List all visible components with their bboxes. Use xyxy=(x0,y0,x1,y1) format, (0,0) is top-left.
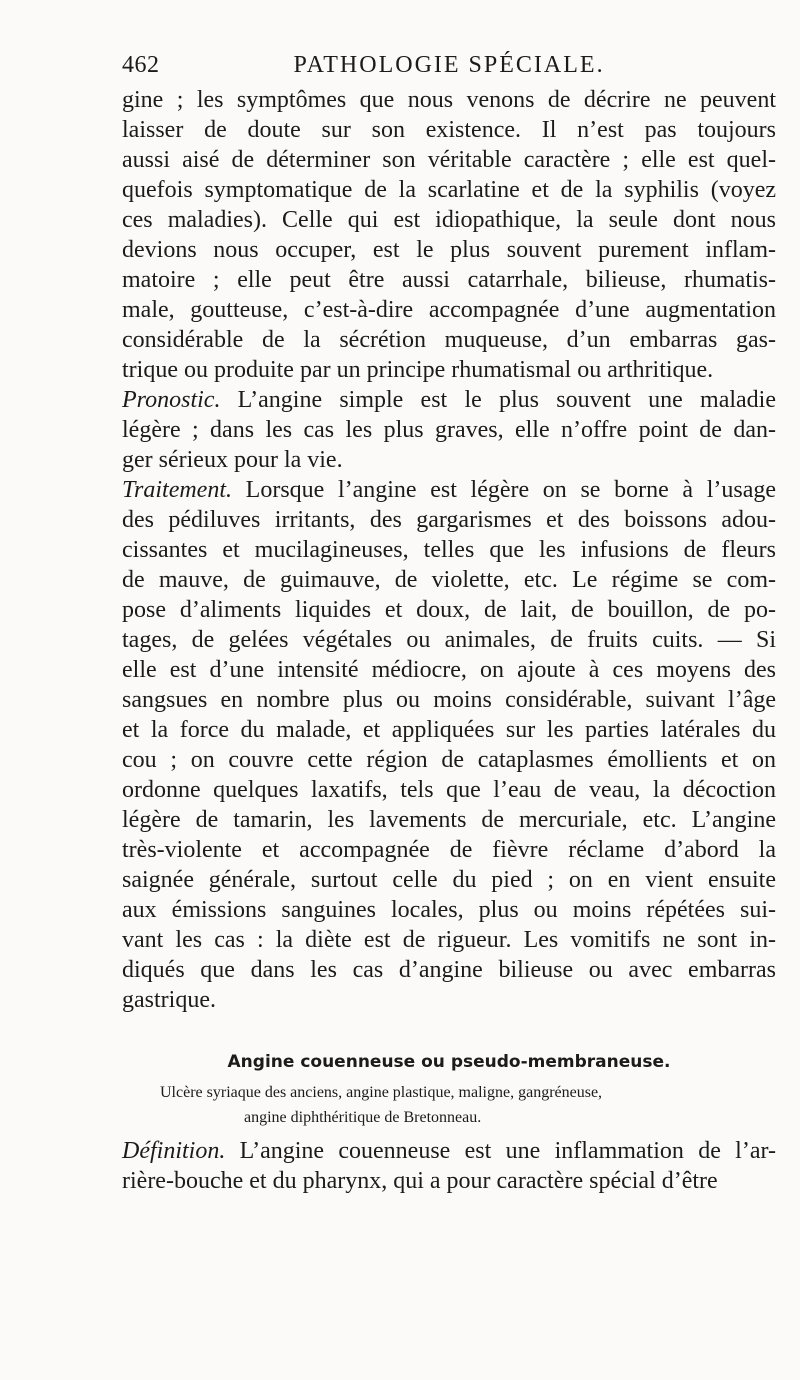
definition-text: L’angine couenneuse est une inflammation de l’ar- xyxy=(225,1138,776,1164)
text-line: matoire ; elle peut être aussi catarrhale, bilieuse, rhumatis- xyxy=(122,267,776,293)
page-header xyxy=(122,52,776,86)
text-line: cissantes et mucilagineuses, telles que les infusions de fleurs xyxy=(122,537,776,563)
definition-label: Définition. xyxy=(122,1138,226,1164)
text-line: des pédiluves irritants, des gargarismes et des boissons adou- xyxy=(122,507,776,533)
text-line: elle est d’une intensité médiocre, on ajoute à ces moyens des xyxy=(122,657,776,683)
text-line: aux émissions sanguines locales, plus ou moins répétées sui- xyxy=(122,897,776,923)
text-line: considérable de la sécrétion muqueuse, d’un embarras gas- xyxy=(122,327,776,353)
text-line: devions nous occuper, est le plus souvent purement inflam- xyxy=(122,237,776,263)
text-line: de mauve, de guimauve, de violette, etc. Le régime se com- xyxy=(122,567,776,593)
text-line: quefois symptomatique de la scarlatine et de la syphilis (voyez xyxy=(122,177,776,203)
definition-paragraph xyxy=(122,1136,776,1196)
text-line: ces maladies). Celle qui est idiopathique, la seule dont nous xyxy=(122,207,776,233)
section-heading: Angine couenneuse ou pseudo-membraneuse. xyxy=(227,1052,671,1072)
summary-line: Ulcère syriaque des anciens, angine plastique, maligne, gangréneuse, xyxy=(160,1084,603,1101)
definition-first-line xyxy=(122,1136,776,1166)
page-number: 462 xyxy=(122,52,160,78)
text-line: cou ; on couvre cette région de cataplasmes émollients et on xyxy=(122,747,776,773)
text-line: tages, de gelées végétales ou animales, de fruits cuits. — Si xyxy=(122,627,776,653)
text-line: gastrique. xyxy=(122,987,216,1013)
pronostic-first-line xyxy=(122,385,776,415)
text-line: vant les cas : la diète est de rigueur. Les vomitifs ne sont in- xyxy=(122,927,776,953)
text-line: et la force du malade, et appliquées sur les parties latérales du xyxy=(122,717,776,743)
text-line: légère ; dans les cas les plus graves, elle n’offre point de dan- xyxy=(122,417,776,443)
text-line: très-violente et accompagnée de fièvre réclame d’abord la xyxy=(122,837,776,863)
text-line: ordonne quelques laxatifs, tels que l’eau de veau, la décoction xyxy=(122,777,776,803)
pronostic-text: L’angine simple est le plus souvent une maladie xyxy=(220,387,776,413)
summary-line: angine diphthéritique de Bretonneau. xyxy=(244,1109,482,1126)
text-line: légère de tamarin, les lavements de mercuriale, etc. L’angine xyxy=(122,807,776,833)
pronostic-label: Pronostic. xyxy=(122,387,221,413)
running-title: PATHOLOGIE SPÉCIALE. xyxy=(293,52,605,78)
text-line: male, goutteuse, c’est-à-dire accompagnée d’une augmentation xyxy=(122,297,776,323)
text-line: pose d’aliments liquides et doux, de lait, de bouillon, de po- xyxy=(122,597,776,623)
text-line: saignée générale, surtout celle du pied ; on en vient ensuite xyxy=(122,867,776,893)
text-line: rière-bouche et du pharynx, qui a pour caractère spécial d’être xyxy=(122,1168,718,1194)
traitement-first-line xyxy=(122,475,776,505)
text-line: aussi aisé de déterminer son véritable caractère ; elle est quel- xyxy=(122,147,776,173)
text-line: diqués que dans les cas d’angine bilieuse ou avec embarras xyxy=(122,957,776,983)
text-line: trique ou produite par un principe rhumatismal ou arthritique. xyxy=(122,357,714,383)
traitement-label: Traitement. xyxy=(122,477,233,503)
text-line: gine ; les symptômes que nous venons de décrire ne peuvent xyxy=(122,87,776,113)
section-summary xyxy=(160,1080,760,1130)
text-line: sangsues en nombre plus ou moins considérable, suivant l’âge xyxy=(122,687,776,713)
text-line: laisser de doute sur son existence. Il n’est pas toujours xyxy=(122,117,776,143)
text-line: ger sérieux pour la vie. xyxy=(122,447,343,473)
main-text xyxy=(122,85,776,1015)
traitement-text: Lorsque l’angine est légère on se borne à l’usage xyxy=(232,477,776,503)
